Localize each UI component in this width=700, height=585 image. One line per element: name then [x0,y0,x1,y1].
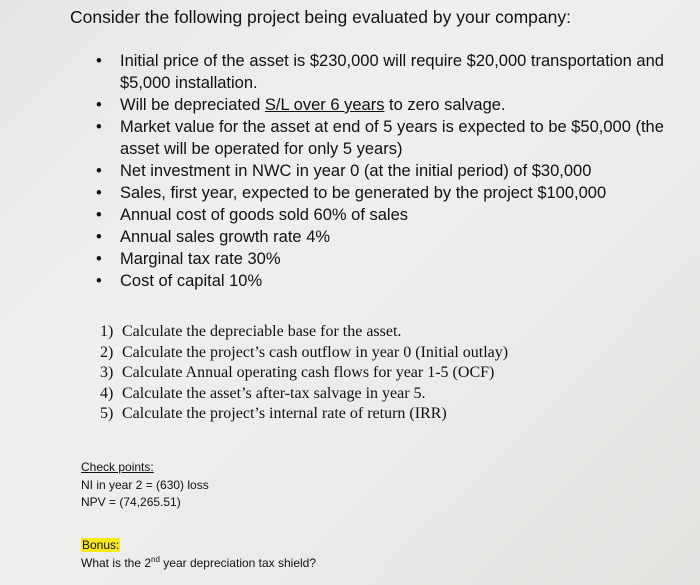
bullet-icon: • [96,206,102,224]
bullet-icon: • [96,272,102,290]
list-item: • Marginal tax rate 30% [96,250,281,268]
questions-list [100,322,620,425]
question-item: 4) Calculate the asset’s after-tax salvage in year 5. [100,384,426,402]
assumptions-list [96,50,696,292]
list-item: • Initial price of the asset is $230,000 will require $20,000 transportation and $5,000 installation. [96,52,664,92]
question-item: 5) Calculate the project’s internal rate of return (IRR) [100,405,447,422]
list-item: • Sales, first year, expected to be generated by the project $100,000 [96,184,607,202]
list-item: • Annual cost of goods sold 60% of sales [96,206,409,224]
bonus-block [81,536,316,572]
question-item: 3) Calculate Annual operating cash flows for year 1-5 (OCF) [100,364,495,381]
list-item: • Net investment in NWC in year 0 (at the initial period) of $30,000 [96,162,592,180]
checkpoints-title: Check points: [81,460,154,474]
bullet-icon: • [96,162,102,180]
list-item: • Market value for the asset at end of 5 years is expected to be $50,000 (the asset will be operated for only 5 years) [96,118,664,158]
bullet-icon: • [96,250,102,268]
question-item: 1) Calculate the depreciable base for the asset. [100,323,402,340]
list-item: • Cost of capital 10% [96,272,263,290]
bonus-label: Bonus: [82,538,120,552]
bullet-icon: • [96,52,102,70]
checkpoint-npv: NPV = (74,265.51) [81,495,181,509]
underlined-text: S/L over 6 years [264,96,385,114]
bullet-icon: • [96,96,102,114]
checkpoint-ni: NI in year 2 = (630) loss [81,477,209,492]
list-item: • Annual sales growth rate 4% [96,228,331,246]
bonus-question: What is the 2nd year depreciation tax shield? [81,555,317,570]
page-heading: Consider the following project being evaluated by your company: [70,7,571,27]
checkpoints-block [81,459,209,512]
bullet-icon: • [96,184,102,202]
question-item: 2) Calculate the project’s cash outflow in year 0 (Initial outlay) [100,343,509,361]
bullet-icon: • [96,228,102,246]
list-item: • Will be depreciated S/L over 6 years to zero salvage. [96,96,506,114]
bullet-icon: • [96,118,102,136]
